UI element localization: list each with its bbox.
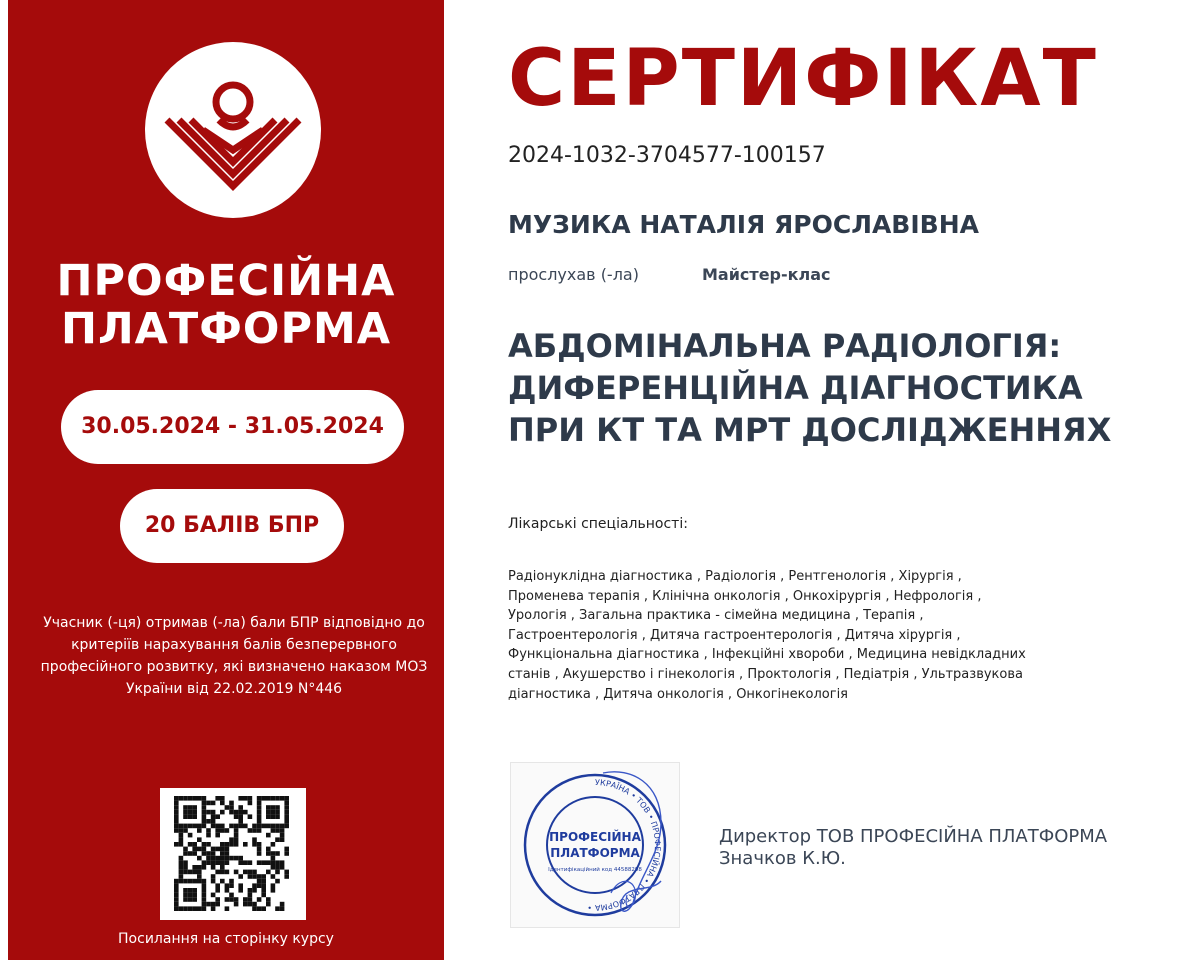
dates-badge: 30.05.2024 - 31.05.2024 (61, 390, 404, 464)
certificate-title: СЕРТИФІКАТ (508, 34, 1098, 124)
left-panel (8, 0, 444, 960)
brand-line-2: ПЛАТФОРМА (60, 304, 392, 354)
event-type: Майстер-клас (702, 265, 831, 284)
listened-label: прослухав (-ла) (508, 265, 639, 284)
logo (145, 42, 321, 218)
certificate-number: 2024-1032-3704577-100157 (508, 143, 826, 168)
director-title: Директор ТОВ ПРОФЕСІЙНА ПЛАТФОРМА (719, 826, 1108, 847)
points-badge: 20 БАЛІВ БПР (120, 489, 344, 563)
qr-caption: Посилання на сторінку курсу (118, 931, 334, 947)
stamp-icon (511, 763, 679, 927)
stamp-ring-text: УКРАЇНА • ТОВ • ПРОФЕСІЙНА • ПЛАТФОРМА • (586, 777, 663, 913)
specialties-list: Радіонуклідна діагностика , Радіологія , Рентгенологія , Хірургія , Променева терапія , Клінічна онкологія , Онкохірургія , Нефрологія , Урологія , Загальна практика - сімейна медицина , Терапія , Гастроентерологія , Дитяча гастроентерологія , Дитяча хірургія , Функціональна діагностика , Інфекційні хвороби , Медицина невідкладних станів , Акушерство і гінекологія , Проктологія , Педіатрія , Ультразвукова діагностика , Дитяча онкологія , Онкогінекологія (508, 569, 1026, 702)
qr-code-icon (160, 788, 306, 920)
vision-logo-icon (145, 42, 321, 218)
stamp-signature (510, 762, 680, 928)
qr-code[interactable] (160, 788, 306, 920)
stamp-center-1: ПРОФЕСІЙНА (549, 830, 641, 844)
brand-line-1: ПРОФЕСІЙНА (56, 256, 396, 306)
stamp-code: Ідентифікаційний код 44588298 (548, 867, 642, 873)
recipient-name: МУЗИКА НАТАЛІЯ ЯРОСЛАВІВНА (508, 210, 979, 239)
director-block (719, 826, 1107, 870)
points-note: Учасник (-ця) отримав (-ла) бали БПР відповідно до критеріїв нарахування балів безперервного професійного розвитку, які визначено наказом МОЗ України від 22.02.2019 N°446 (40, 615, 428, 697)
course-title: АБДОМІНАЛЬНА РАДІОЛОГІЯ: ДИФЕРЕНЦІЙНА ДІАГНОСТИКА ПРИ КТ ТА МРТ ДОСЛІДЖЕННЯХ (508, 327, 1112, 449)
specialties-label: Лікарські спеціальності: (508, 516, 688, 532)
stamp-center-2: ПЛАТФОРМА (550, 846, 640, 860)
director-name: Значков К.Ю. (719, 848, 846, 869)
